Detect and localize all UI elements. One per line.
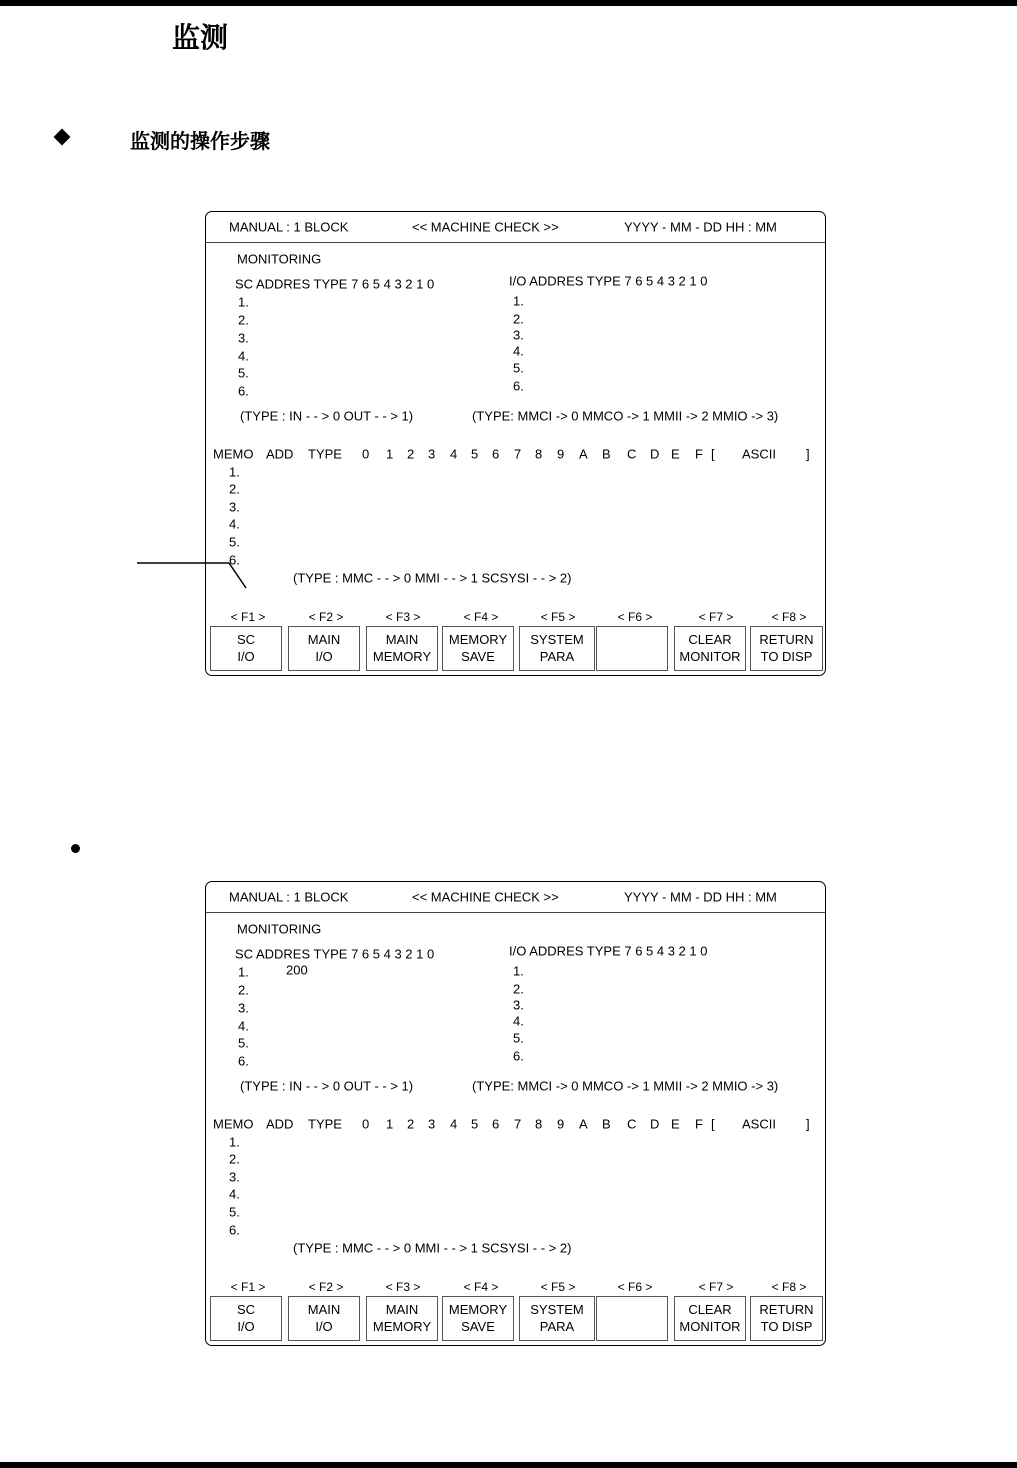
memo-col: ] (806, 446, 810, 462)
fkey-label-f8: < F8 > (771, 1280, 807, 1294)
button-line: I/O (237, 1319, 255, 1334)
mode-label: MANUAL : 1 BLOCK (229, 889, 349, 905)
memo-col: MEMO (213, 446, 254, 462)
button-line: MAIN (307, 1302, 341, 1317)
button-line: MEMORY (372, 1319, 432, 1334)
memo-col: 2 (407, 446, 415, 462)
fkey-label-f6: < F6 > (617, 610, 653, 624)
memo-row: 6. (229, 1222, 240, 1238)
io-row: 4. (513, 1013, 524, 1029)
button-line: SYSTEM (530, 632, 584, 647)
memo-col: [ (711, 446, 715, 462)
sc-row: 4. (238, 348, 249, 364)
fkey-label-f2: < F2 > (308, 1280, 344, 1294)
io-row: 5. (513, 360, 524, 376)
button-line: CLEAR (688, 632, 732, 647)
screen-title: << MACHINE CHECK >> (412, 889, 559, 905)
button-line: SYSTEM (530, 1302, 584, 1317)
button-line: SAVE (461, 1319, 495, 1334)
memo-col: TYPE (308, 1116, 342, 1132)
clear-monitor-button[interactable] (674, 1296, 746, 1341)
memo-col: E (671, 446, 680, 462)
sc-header: SC ADDRES TYPE 7 6 5 4 3 2 1 0 (235, 946, 435, 962)
memo-type-note: (TYPE : MMC - - > 0 MMI - - > 1 SCSYSI - - > 2) (293, 1240, 572, 1256)
fkey-label-f3: < F3 > (385, 1280, 421, 1294)
io-row: 6. (513, 378, 524, 394)
io-row: 4. (513, 343, 524, 359)
button-line: TO DISP (760, 649, 813, 664)
sc-row: 3. (238, 330, 249, 346)
datetime: YYYY - MM - DD HH : MM (624, 219, 777, 235)
button-line: MAIN (307, 632, 341, 647)
machine-check-screen-with-value (205, 881, 826, 1346)
page-title: 监测 (172, 21, 229, 54)
memo-row: 3. (229, 1169, 240, 1185)
sc-type-note: (TYPE : IN - - > 0 OUT - - > 1) (240, 408, 414, 424)
memo-type-note: (TYPE : MMC - - > 0 MMI - - > 1 SCSYSI - - > 2) (293, 570, 572, 586)
io-row: 6. (513, 1048, 524, 1064)
memo-col: 6 (492, 1116, 500, 1132)
memo-col: 9 (557, 1116, 565, 1132)
datetime: YYYY - MM - DD HH : MM (624, 889, 777, 905)
sc-header: SC ADDRES TYPE 7 6 5 4 3 2 1 0 (235, 276, 435, 292)
memo-col: 7 (514, 446, 522, 462)
memo-col: F (695, 446, 703, 462)
memo-col: ADD (266, 446, 294, 462)
button-line: MEMORY (448, 1302, 508, 1317)
header-divider (206, 912, 825, 913)
button-line: MEMORY (372, 649, 432, 664)
fkey-label-f5: < F5 > (540, 610, 576, 624)
memo-col: ADD (266, 1116, 294, 1132)
monitoring-label: MONITORING (237, 251, 322, 267)
memo-col: MEMO (213, 1116, 254, 1132)
sc-row: 6. (238, 383, 249, 399)
system-para-button[interactable] (519, 626, 595, 671)
button-line: PARA (539, 1319, 575, 1334)
sc-row: 3. (238, 1000, 249, 1016)
fkey-label-f7: < F7 > (698, 610, 734, 624)
io-row: 5. (513, 1030, 524, 1046)
fkey-label-f5: < F5 > (540, 1280, 576, 1294)
fkey-label-f6: < F6 > (617, 1280, 653, 1294)
button-line: SAVE (461, 649, 495, 664)
memo-col: 4 (450, 1116, 458, 1132)
memo-row: 1. (229, 464, 240, 480)
memo-row: 5. (229, 1204, 240, 1220)
memo-col: TYPE (308, 446, 342, 462)
system-para-button[interactable] (519, 1296, 595, 1341)
memo-col: 5 (471, 1116, 479, 1132)
sc-row: 1. (238, 294, 249, 310)
memo-col: 1 (386, 1116, 394, 1132)
sc-row: 1. (238, 964, 249, 980)
memo-col: 8 (535, 1116, 543, 1132)
memo-col: 9 (557, 446, 565, 462)
monitoring-label: MONITORING (237, 921, 322, 937)
button-line: I/O (315, 649, 333, 664)
memo-row: 2. (229, 1151, 240, 1167)
fkey-label-f3: < F3 > (385, 610, 421, 624)
memo-col: 3 (428, 446, 436, 462)
fkey-label-f4: < F4 > (463, 610, 499, 624)
main-io-button[interactable] (288, 1296, 360, 1341)
memo-row: 1. (229, 1134, 240, 1150)
memo-col: 1 (386, 446, 394, 462)
machine-check-screen (205, 211, 826, 676)
io-row: 1. (513, 293, 524, 309)
button-line: SC (236, 632, 256, 647)
sc-type-note: (TYPE : IN - - > 0 OUT - - > 1) (240, 1078, 414, 1094)
io-row: 1. (513, 963, 524, 979)
memo-row: 2. (229, 481, 240, 497)
button-line: I/O (237, 649, 255, 664)
button-line: MEMORY (448, 632, 508, 647)
return-to-disp-button[interactable] (750, 626, 823, 671)
button-line: MAIN (385, 1302, 419, 1317)
button-line: RETURN (759, 1302, 814, 1317)
sc-io-button[interactable] (210, 626, 282, 671)
button-line: I/O (315, 1319, 333, 1334)
f6-empty-button[interactable] (596, 626, 668, 671)
memo-col: ASCII (742, 1116, 776, 1132)
memo-row: 3. (229, 499, 240, 515)
memo-row: 4. (229, 516, 240, 532)
memo-col: B (602, 446, 611, 462)
memo-col: 8 (535, 446, 543, 462)
section-heading: 监测的操作步骤 (130, 129, 270, 153)
button-line: CLEAR (688, 1302, 732, 1317)
memo-col: F (695, 1116, 703, 1132)
main-io-button[interactable] (288, 626, 360, 671)
io-header: I/O ADDRES TYPE 7 6 5 4 3 2 1 0 (509, 943, 708, 959)
memo-row: 5. (229, 534, 240, 550)
memory-save-button[interactable] (442, 1296, 514, 1341)
button-line: RETURN (759, 632, 814, 647)
memo-col: ] (806, 1116, 810, 1132)
io-row: 2. (513, 981, 524, 997)
fkey-label-f4: < F4 > (463, 1280, 499, 1294)
memo-row: 4. (229, 1186, 240, 1202)
io-row: 2. (513, 311, 524, 327)
header-divider (206, 242, 825, 243)
button-line: MAIN (385, 632, 419, 647)
memo-col: D (650, 1116, 660, 1132)
fkey-label-f7: < F7 > (698, 1280, 734, 1294)
sc-row: 6. (238, 1053, 249, 1069)
fkey-label-f1: < F1 > (230, 1280, 266, 1294)
io-type-note: (TYPE: MMCI -> 0 MMCO -> 1 MMII -> 2 MMIO -> 3) (472, 1078, 779, 1094)
f6-empty-button[interactable] (596, 1296, 668, 1341)
memo-col: C (627, 1116, 637, 1132)
mode-label: MANUAL : 1 BLOCK (229, 219, 349, 235)
sc-row: 5. (238, 365, 249, 381)
main-memory-button[interactable] (366, 1296, 438, 1341)
clear-monitor-button[interactable] (674, 626, 746, 671)
sc-row: 2. (238, 982, 249, 998)
memo-col: 3 (428, 1116, 436, 1132)
main-memory-button[interactable] (366, 626, 438, 671)
memo-col: ASCII (742, 446, 776, 462)
memo-col: 4 (450, 446, 458, 462)
memo-col: 7 (514, 1116, 522, 1132)
io-header: I/O ADDRES TYPE 7 6 5 4 3 2 1 0 (509, 273, 708, 289)
screen-title: << MACHINE CHECK >> (412, 219, 559, 235)
button-line: PARA (539, 649, 575, 664)
memo-col: A (579, 1116, 588, 1132)
memo-col: C (627, 446, 637, 462)
memo-col: 2 (407, 1116, 415, 1132)
fkey-label-f2: < F2 > (308, 610, 344, 624)
sc-row: 5. (238, 1035, 249, 1051)
memo-col: 5 (471, 446, 479, 462)
memo-col: [ (711, 1116, 715, 1132)
fkey-label-f1: < F1 > (230, 610, 266, 624)
sc-row-address-value: 200 (286, 962, 308, 978)
sc-io-button[interactable] (210, 1296, 282, 1341)
button-line: SC (236, 1302, 256, 1317)
sc-row: 2. (238, 312, 249, 328)
fkey-label-f8: < F8 > (771, 610, 807, 624)
memory-save-button[interactable] (442, 626, 514, 671)
button-line: TO DISP (760, 1319, 813, 1334)
sc-row: 4. (238, 1018, 249, 1034)
io-row: 3. (513, 997, 524, 1013)
return-to-disp-button[interactable] (750, 1296, 823, 1341)
memo-col: B (602, 1116, 611, 1132)
io-type-note: (TYPE: MMCI -> 0 MMCO -> 1 MMII -> 2 MMIO -> 3) (472, 408, 779, 424)
memo-col: 0 (362, 446, 370, 462)
memo-col: E (671, 1116, 680, 1132)
memo-row: 6. (229, 552, 240, 568)
button-line: MONITOR (679, 1319, 741, 1334)
memo-col: 0 (362, 1116, 370, 1132)
button-line: MONITOR (679, 649, 741, 664)
io-row: 3. (513, 327, 524, 343)
memo-col: 6 (492, 446, 500, 462)
memo-col: A (579, 446, 588, 462)
memo-col: D (650, 446, 660, 462)
